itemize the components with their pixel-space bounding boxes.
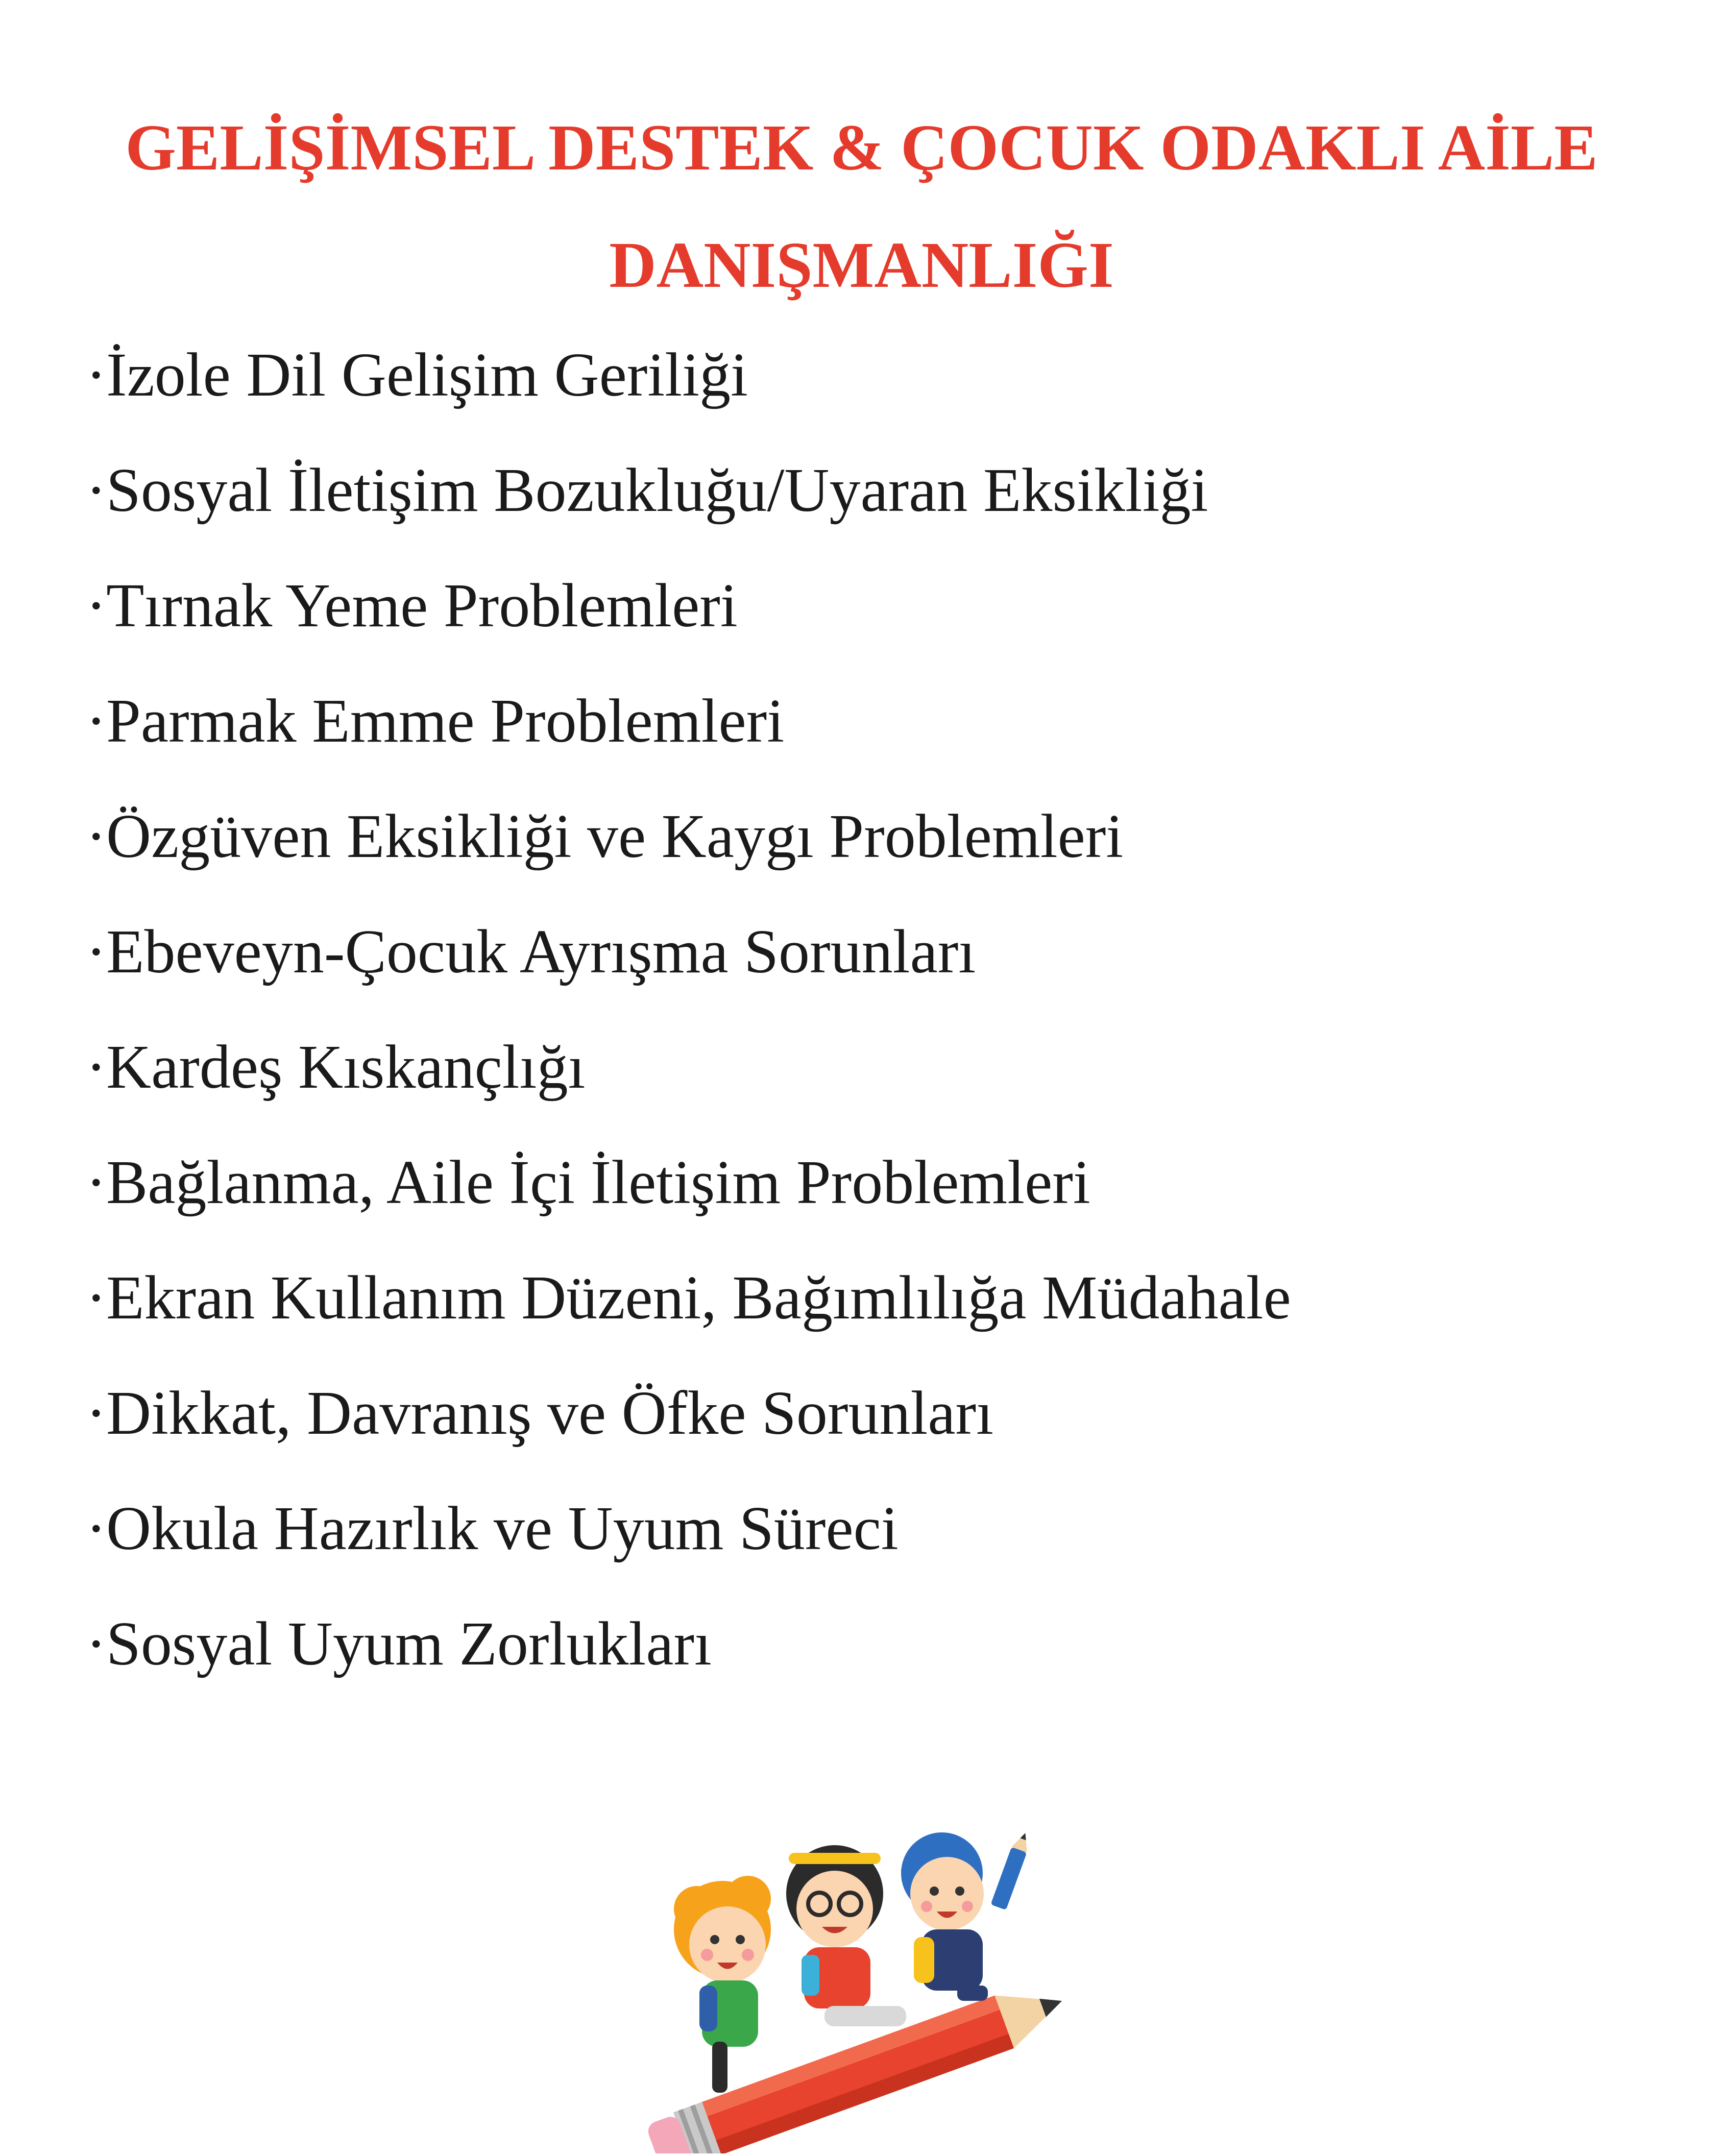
list-item-text: Sosyal İletişim Bozukluğu/Uyaran Eksikliği xyxy=(106,456,1208,525)
bullet-icon: · xyxy=(86,917,107,986)
list-item xyxy=(86,1260,1291,1375)
list-item xyxy=(86,914,1291,1029)
list-item-text: Ebeveyn-Çocuk Ayrışma Sorunları xyxy=(106,917,976,986)
list-item-text: İzole Dil Gelişim Geriliği xyxy=(106,340,748,409)
bullet-icon: · xyxy=(86,340,107,409)
children-riding-pencil-illustration xyxy=(630,1817,1110,2153)
list-item-text: Ekran Kullanım Düzeni, Bağımlılığa Müdahale xyxy=(106,1263,1291,1332)
list-item xyxy=(86,1490,1291,1606)
page-title-line-1: GELİŞİMSEL DESTEK & ÇOCUK ODAKLI AİLE xyxy=(125,111,1598,184)
list-item xyxy=(86,568,1291,683)
list-item xyxy=(86,1375,1291,1490)
list-item xyxy=(86,452,1291,568)
list-item-text: Özgüven Eksikliği ve Kaygı Problemleri xyxy=(106,802,1124,871)
bullet-icon: · xyxy=(86,571,107,640)
bullet-icon: · xyxy=(86,1148,107,1217)
bullet-icon: · xyxy=(86,687,107,755)
bullet-icon: · xyxy=(86,1033,107,1101)
list-item-text: Tırnak Yeme Problemleri xyxy=(106,571,738,640)
bullet-icon: · xyxy=(86,802,107,871)
services-list xyxy=(86,337,1291,1721)
list-item-text: Bağlanma, Aile İçi İletişim Problemleri xyxy=(106,1148,1090,1217)
bullet-icon: · xyxy=(86,1379,107,1448)
list-item-text: Parmak Emme Problemleri xyxy=(106,687,785,755)
page-title-line-2: DANIŞMANLIĞI xyxy=(609,229,1114,301)
list-item-text: Okula Hazırlık ve Uyum Süreci xyxy=(106,1494,899,1563)
list-item xyxy=(86,683,1291,798)
bullet-icon: · xyxy=(86,1609,107,1678)
list-item xyxy=(86,1606,1291,1721)
bullet-icon: · xyxy=(86,456,107,525)
list-item xyxy=(86,1144,1291,1260)
list-item xyxy=(86,798,1291,914)
bullet-icon: · xyxy=(86,1494,107,1563)
bullet-icon: · xyxy=(86,1263,107,1332)
list-item-text: Dikkat, Davranış ve Öfke Sorunları xyxy=(106,1379,994,1448)
list-item xyxy=(86,1029,1291,1144)
list-item-text: Kardeş Kıskançlığı xyxy=(106,1033,586,1101)
list-item xyxy=(86,337,1291,452)
list-item-text: Sosyal Uyum Zorlukları xyxy=(106,1609,712,1678)
